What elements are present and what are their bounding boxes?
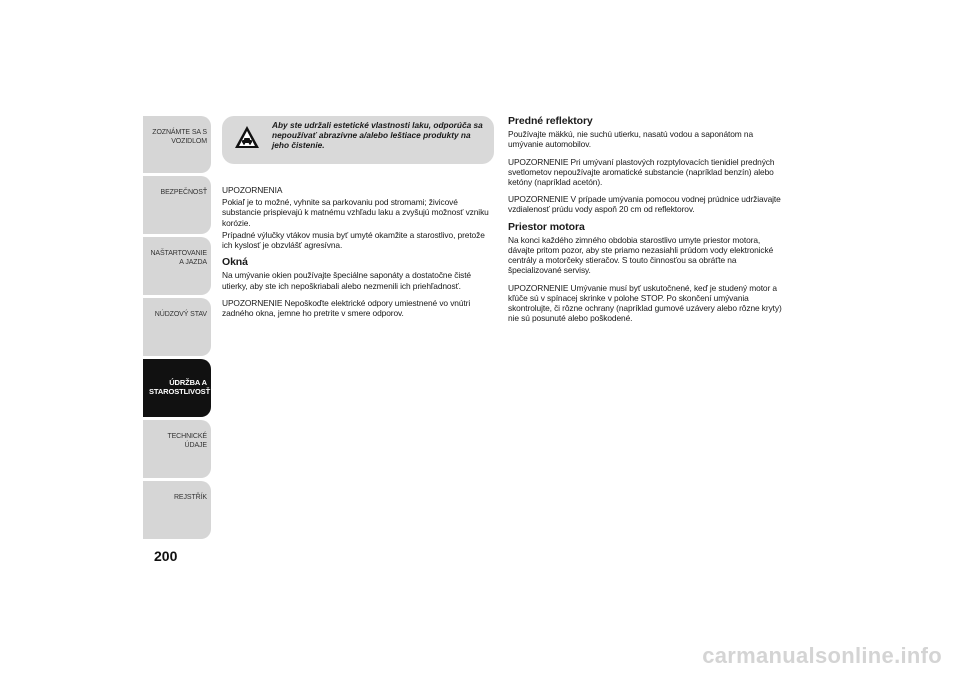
chapter-tabs — [143, 116, 211, 542]
warning-box — [222, 116, 494, 164]
tab-label: NÚDZOVÝ STAV — [154, 311, 207, 318]
okna-warning-paragraph: UPOZORNENIE Nepoškoďte elektrické odpory umiestnené vo vnútri zadného okna, jemne ho pretrite v smere odporov. — [222, 297, 471, 319]
watermark: carmanualsonline.info — [702, 643, 942, 668]
tab-label: NAŠTARTOVANIE A JAZDA — [150, 250, 207, 266]
upozornenia-title: UPOZORNENIA — [222, 185, 283, 195]
car-caution-icon — [234, 125, 260, 149]
tab-label: REJSTŘÍK — [173, 494, 207, 501]
tab-label: ÚDRŽBA A STAROSTLIVOSŤ — [149, 378, 211, 396]
okna-paragraph: Na umývanie okien používajte špeciálne saponáty a dostatočne čisté utierky, aby ste ich nepoškriabali alebo nezmenili ich priehľadnosť. — [222, 270, 471, 291]
tab-label: BEZPEČNOSŤ — [160, 189, 207, 196]
tab-zoznamte-sa[interactable] — [143, 116, 211, 173]
tab-nastartovanie[interactable] — [143, 237, 211, 295]
tab-bezpecnost[interactable] — [143, 176, 211, 234]
warning-text: Aby ste udržali estetické vlastnosti laku, odporúča sa nepoužívať abrazívne a/alebo leštiace produkty na jeho čistenie. — [272, 120, 483, 150]
tab-udrzba[interactable] — [143, 359, 211, 417]
right-column — [508, 114, 788, 330]
reflektory-paragraph: Používajte mäkkú, nie suchú utierku, nasatú vodou a saponátom na umývanie automobilov. — [508, 129, 754, 150]
page-number: 200 — [154, 548, 178, 564]
reflektory-warning-1: UPOZORNENIE Pri umývaní plastových rozptylovacích tienidiel predných svetlometov nepoužívajte aromatické substancie (napríklad benzín) alebo ketóny (napríklad acetón). — [508, 156, 775, 188]
tab-nudzovy-stav[interactable] — [143, 298, 211, 356]
reflektory-warning-2: UPOZORNENIE V prípade umývania pomocou vodnej prúdnice udržiavajte vzdialenosť prúdu vody aspoň 20 cm od reflektorov. — [508, 194, 781, 215]
upozornenia-paragraph: Pokiaľ je to možné, vyhnite sa parkovaniu pod stromami; živicové substancie prispievajú k matnému vzhľadu laku a zvyšujú možnosť vzniku korózie. — [222, 197, 489, 228]
motor-warning: UPOZORNENIE Umývanie musí byť uskutočnené, keď je studený motor a kľúče sú v spínacej skrinke v polohe STOP. Po skončení umývania skontrolujte, či rôzne ochrany (napríklad gumové uzávery alebo rôzne kryty) nie sú posunuté alebo poškodené. — [508, 282, 782, 324]
okna-heading: Okná — [222, 256, 248, 269]
tab-label: TECHNICKÉ ÚDAJE — [167, 433, 207, 449]
reflektory-heading: Predné reflektory — [508, 115, 593, 127]
tab-technicke-udaje[interactable] — [143, 420, 211, 478]
motor-paragraph: Na konci každého zimného obdobia starostlivo umyte priestor motora, dávajte pritom pozor, aby ste priamo nezasiahli prúdom vody elektronické centrály a motorčeky stieračov. S touto činnosťou sa obráťte na špecializované servisy. — [508, 234, 774, 276]
tab-label: ZOZNÁMTE SA S VOZIDLOM — [152, 129, 207, 145]
motor-heading: Priestor motora — [508, 220, 585, 233]
tab-rejstrik[interactable] — [143, 481, 211, 539]
upozornenia-paragraph-2: Prípadné výlučky vtákov musia byť umyté okamžite a starostlivo, pretože ich kyslosť je obzvlášť agresívna. — [222, 229, 485, 251]
left-column — [222, 185, 494, 325]
